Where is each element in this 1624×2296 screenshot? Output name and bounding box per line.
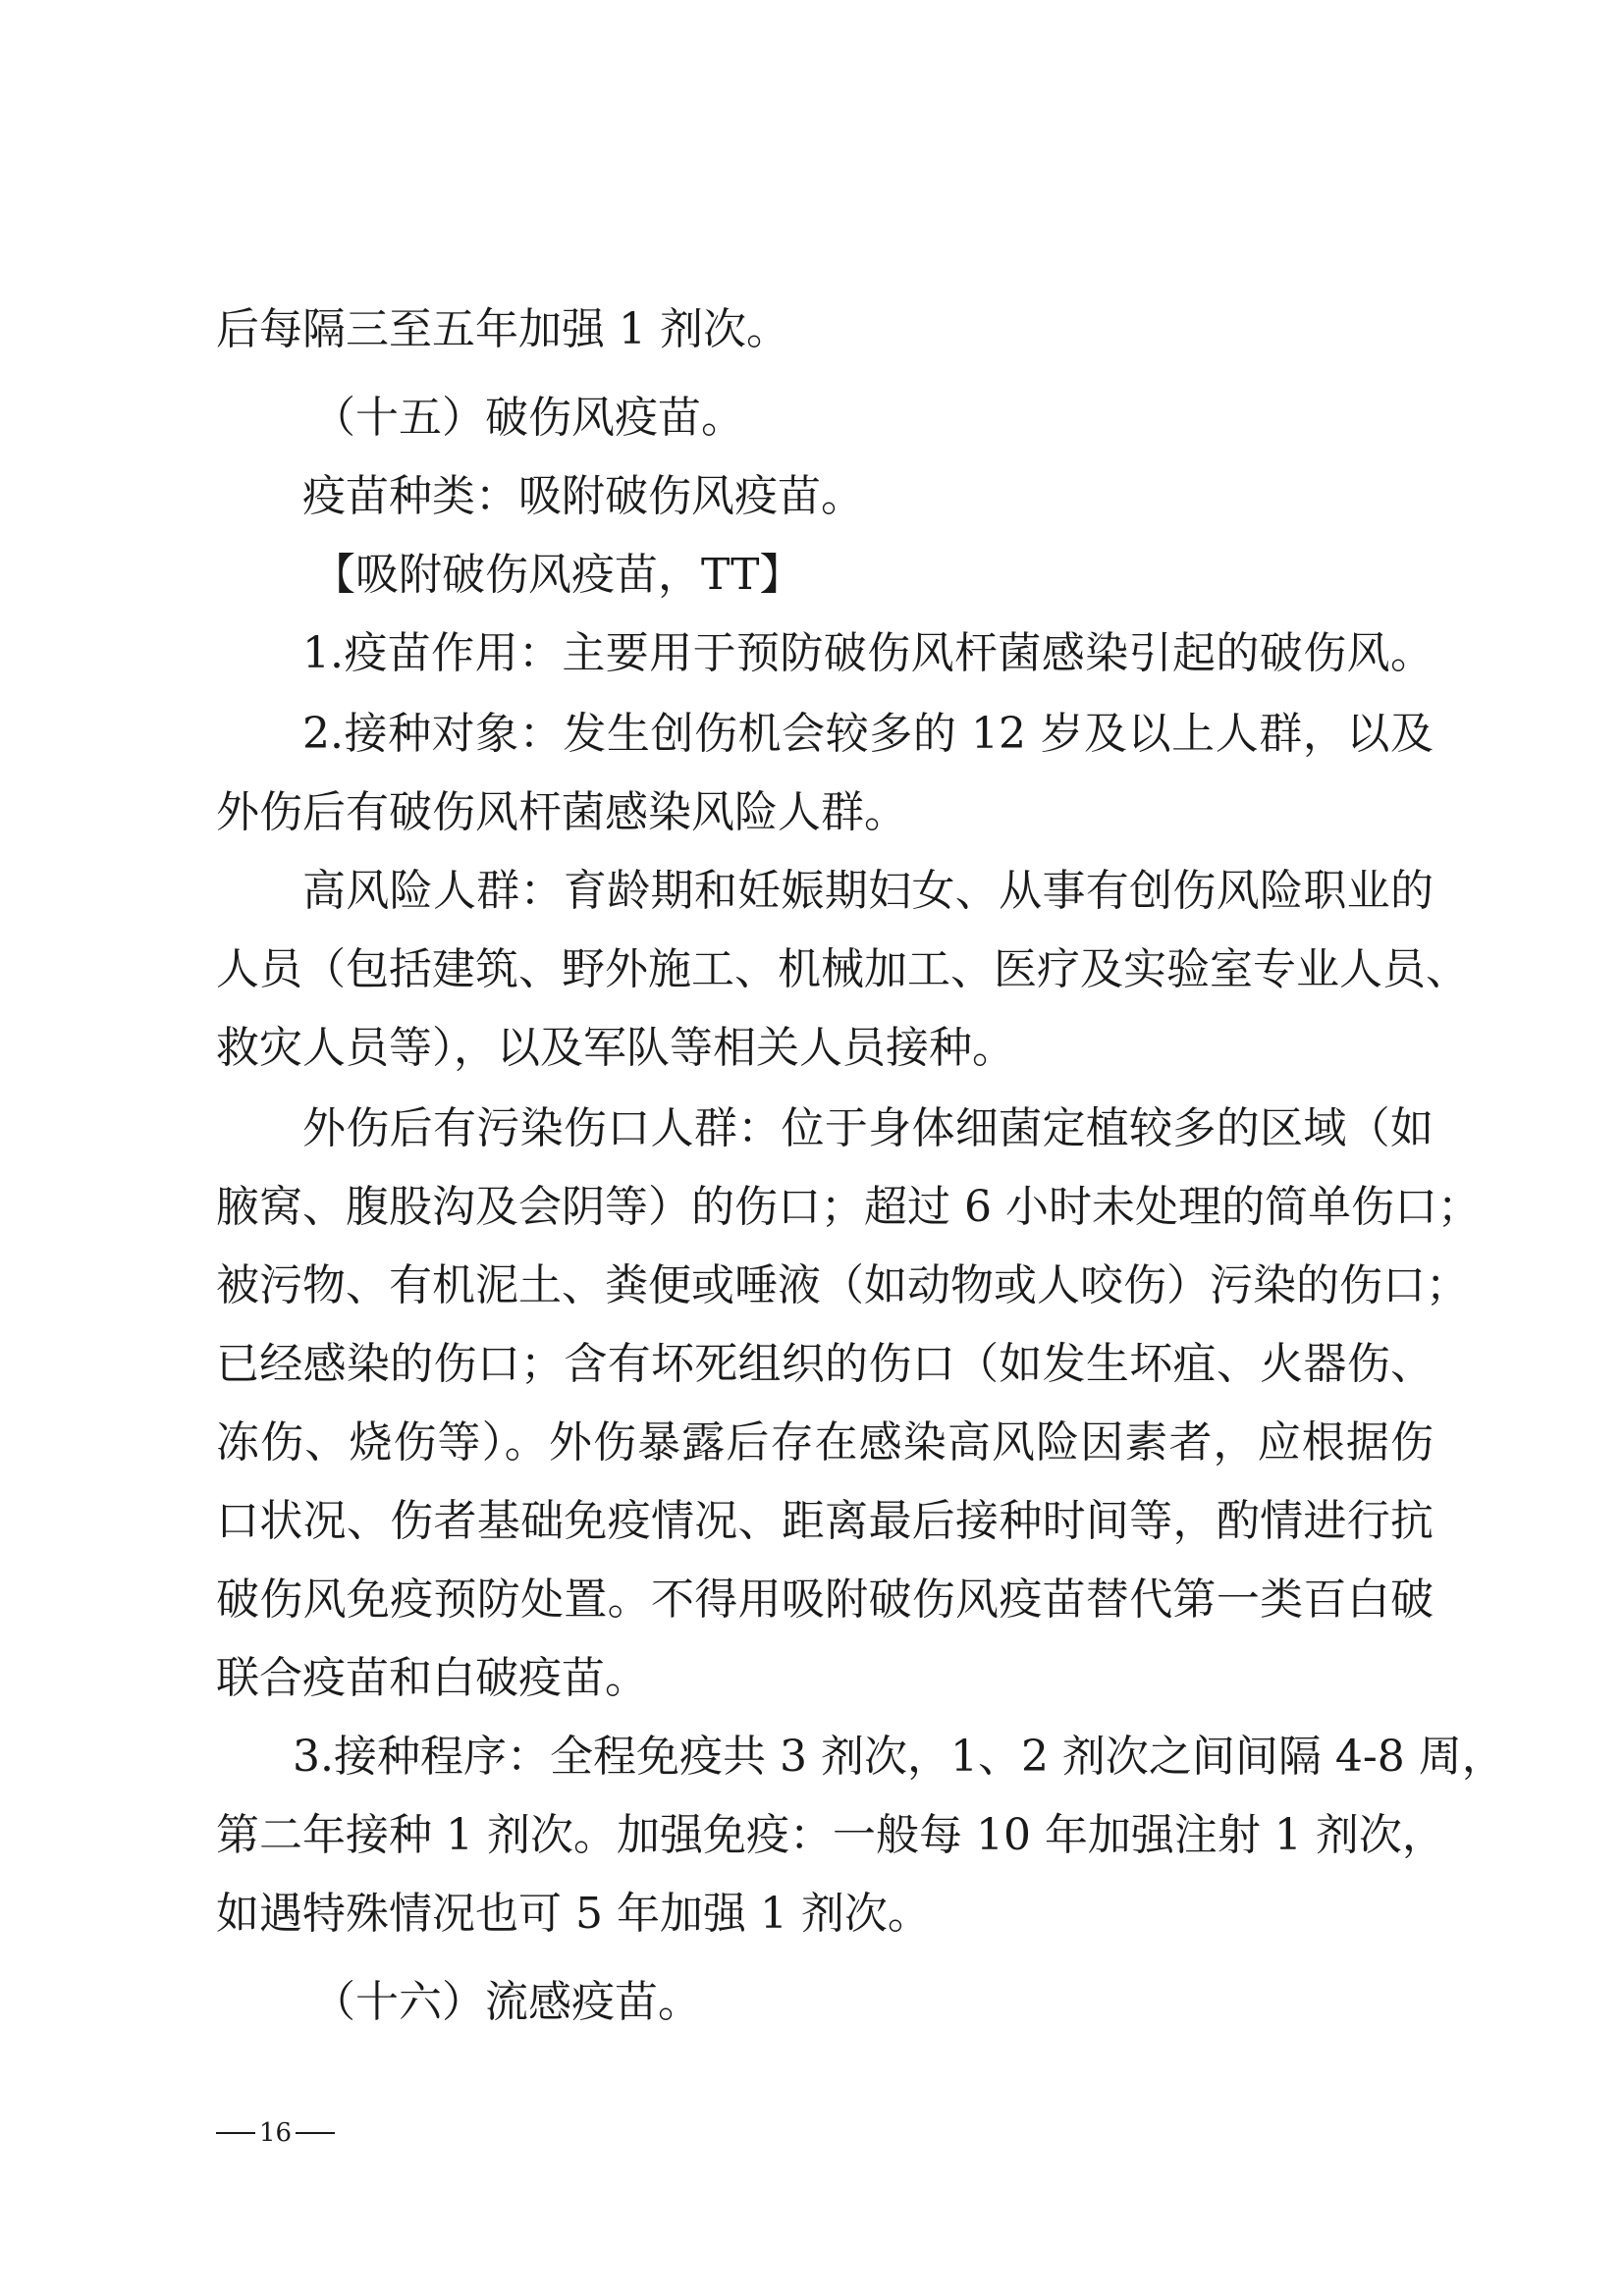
paragraph-line: 冻伤、烧伤等）。外伤暴露后存在感染高风险因素者，应根据伤 (216, 1417, 1434, 1468)
paragraph-line: 疫苗种类：吸附破伤风疫苗。 (302, 471, 864, 521)
paragraph-line: 人员（包括建筑、野外施工、机械加工、医疗及实验室专业人员、 (216, 944, 1469, 994)
paragraph-line: 外伤后有破伤风杆菌感染风险人群。 (216, 787, 907, 837)
paragraph-line: 外伤后有污染伤口人群：位于身体细菌定植较多的区域（如 (302, 1103, 1434, 1153)
footer-rule-right (296, 2132, 335, 2134)
paragraph-line: 如遇特殊情况也可 5 年加强 1 剂次。 (216, 1889, 931, 1939)
paragraph-line: 腋窝、腹股沟及会阴等）的伤口；超过 6 小时未处理的简单伤口； (216, 1182, 1481, 1232)
paragraph-line: 联合疫苗和白破疫苗。 (216, 1653, 648, 1703)
paragraph-line: 1.疫苗作用：主要用于预防破伤风杆菌感染引起的破伤风。 (302, 628, 1434, 678)
section-heading: （十六）流感疫苗。 (312, 1977, 701, 2027)
paragraph-line: 第二年接种 1 剂次。加强免疫：一般每 10 年加强注射 1 剂次， (216, 1810, 1445, 1860)
paragraph-line: 高风险人群：育龄期和妊娠期妇女、从事有创伤风险职业的 (302, 866, 1434, 916)
paragraph-line: 破伤风免疫预防处置。不得用吸附破伤风疫苗替代第一类百白破 (216, 1575, 1434, 1625)
paragraph-line: 2.接种对象：发生创伤机会较多的 12 岁及以上人群，以及 (302, 709, 1434, 759)
page-footer (216, 2118, 335, 2148)
vaccine-heading: 【吸附破伤风疫苗，TT】 (312, 550, 803, 600)
paragraph-line: 已经感染的伤口；含有坏死组织的伤口（如发生坏疽、火器伤、 (216, 1339, 1434, 1389)
section-heading: （十五）破伤风疫苗。 (312, 393, 744, 443)
footer-rule-left (216, 2132, 255, 2134)
paragraph-line: 3.接种程序：全程免疫共 3 剂次，1、2 剂次之间间隔 4-8 周， (293, 1732, 1505, 1782)
paragraph-line: 救灾人员等），以及军队等相关人员接种。 (216, 1023, 1015, 1073)
page-number: 16 (259, 2118, 293, 2148)
paragraph-line: 后每隔三至五年加强 1 剂次。 (216, 304, 789, 354)
paragraph-line: 被污物、有机泥土、粪便或唾液（如动物或人咬伤）污染的伤口； (216, 1260, 1469, 1310)
paragraph-line: 口状况、伤者基础免疫情况、距离最后接种时间等，酌情进行抗 (216, 1496, 1434, 1546)
